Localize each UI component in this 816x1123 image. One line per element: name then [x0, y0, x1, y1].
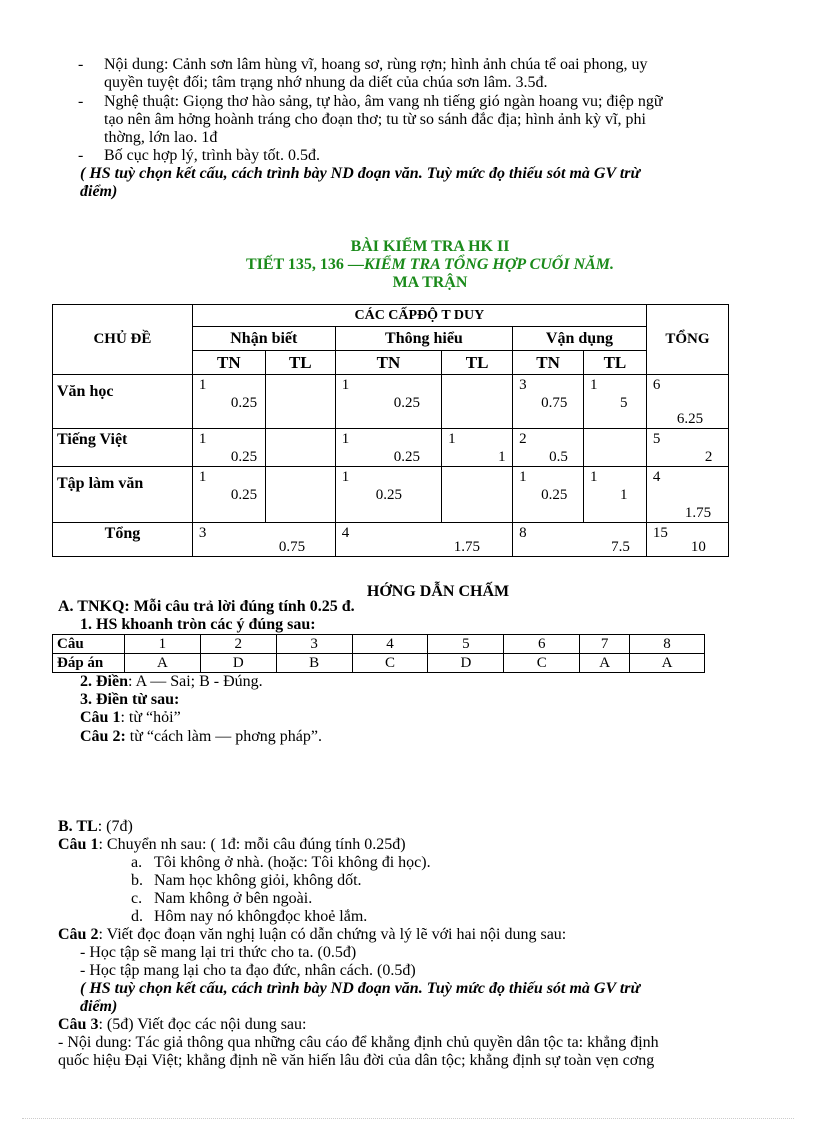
matrix-row [53, 467, 729, 523]
answer-value: C [504, 654, 580, 673]
answer-value: A [124, 654, 200, 673]
cell-count: 8 [519, 525, 527, 541]
matrix-table [52, 304, 729, 557]
matrix-cell [584, 467, 647, 523]
cau2-line [80, 728, 322, 746]
cell-count: 3 [198, 525, 207, 541]
section-b-label: B. TL [58, 818, 98, 835]
answer-table [52, 634, 705, 673]
cell-score: 0.25 [375, 487, 402, 503]
matrix-sub: TN [192, 351, 265, 375]
matrix-sub: TL [265, 351, 335, 375]
b2-item: - Học tập mang lại cho ta đạo đức, nhân cách. (0.5đ) [80, 962, 416, 979]
matrix-row [53, 429, 729, 467]
cell-score: 6.25 [676, 411, 704, 427]
cell-score: 1 [498, 449, 506, 465]
matrix-cell [513, 523, 647, 557]
exam-subtitle [0, 256, 816, 274]
exam-title: BÀI KIỂM TRA HK II [350, 238, 510, 255]
matrix-col-chude: CHỦ ĐỀ [53, 305, 193, 375]
cell-count: 1 [198, 377, 207, 393]
b3-content: - Nội dung: Tác giả thông qua những câu cáo để khẳng định chủ quyền dân tộc ta: khẳng định [58, 1034, 659, 1051]
cell-score: 0.75 [278, 539, 306, 555]
matrix-col-group: CÁC CẤPĐỘ T DUY [192, 305, 646, 327]
answer-value: A [630, 654, 705, 673]
matrix-title: MA TRẬN [392, 274, 468, 291]
note-line: điểm) [80, 998, 118, 1015]
matrix-total-row [53, 523, 729, 557]
b2-line [58, 926, 566, 944]
b1-text: : Chuyển nh sau: ( 1đ: mỗi câu đúng tính 0.25đ) [98, 836, 406, 853]
a2-label: 2. Điền [80, 673, 128, 690]
list-key: d. [131, 908, 143, 925]
matrix-group: Nhận biết [192, 327, 335, 351]
bullet-text: Bố cục hợp lý, trình bày tốt. 0.5đ. [104, 147, 320, 164]
bullet-text: quyền tuyệt đối; tâm trạng nhớ nhung da diết của chúa sơn lâm. 3.5đ. [104, 74, 548, 91]
cau2-text: từ “cách làm — phơng pháp”. [125, 728, 322, 745]
cau1-text: : từ “hỏi” [120, 709, 181, 726]
matrix-cell [646, 467, 728, 523]
matrix-cell [513, 429, 584, 467]
matrix-cell [192, 375, 265, 429]
matrix-cell [265, 375, 335, 429]
cell-count: 1 [198, 469, 207, 485]
cell-score: 1.75 [684, 505, 712, 521]
b2-text: : Viết đọc đoạn văn nghị luận có dẫn chứng và lý lẽ với hai nội dung sau: [98, 926, 567, 943]
matrix-row-name: Tập làm văn [53, 467, 193, 523]
cell-count: 1 [590, 469, 598, 485]
answer-num: 2 [200, 635, 276, 654]
b2-item: - Học tập sẽ mang lại tri thức cho ta. (0.5đ) [80, 944, 357, 961]
bullet-text: Nghệ thuật: Giọng thơ hào sảng, tự hào, âm vang nh tiếng gió ngàn hoang vu; điệp ngữ [104, 93, 663, 110]
b3-label: Câu 3 [58, 1016, 99, 1033]
list-item: Nam học không giỏi, không dốt. [154, 872, 362, 889]
bullet-dash: - [78, 93, 84, 110]
cell-count: 1 [341, 431, 350, 447]
answer-num: 3 [276, 635, 352, 654]
matrix-cell [265, 429, 335, 467]
matrix-cell [335, 429, 441, 467]
cell-count: 1 [198, 431, 207, 447]
b3-text: : (5đ) Viết đọc các nội dung sau: [98, 1016, 307, 1033]
matrix-cell [584, 429, 647, 467]
answer-value: D [200, 654, 276, 673]
matrix-cell [646, 375, 728, 429]
cell-score: 2 [704, 449, 713, 465]
cell-count: 1 [448, 431, 456, 447]
a2-line [80, 673, 263, 691]
cell-score: 0.75 [541, 395, 568, 411]
list-key: b. [131, 872, 143, 889]
guide-title: HỚNG DẪN CHẤM [366, 583, 510, 600]
bullet-dash: - [78, 147, 84, 164]
matrix-total-name: Tổng [53, 523, 193, 557]
matrix-group: Thông hiểu [335, 327, 512, 351]
cell-count: 1 [341, 469, 350, 485]
matrix-cell [192, 523, 335, 557]
section-a-title: A. TNKQ: Mỗi câu trả lời đúng tính 0.25 đ. [58, 598, 355, 615]
bullet-dash: - [78, 56, 84, 73]
a2-text: : A — Sai; B - Đúng. [128, 673, 263, 690]
note-line: ( HS tuỳ chọn kết cấu, cách trình bày ND đoạn văn. Tuỳ mức đọ thiếu sót mà GV trừ [80, 980, 641, 997]
cell-count: 1 [519, 469, 527, 485]
matrix-sub: TN [513, 351, 584, 375]
cell-score: 0.25 [393, 395, 420, 411]
exam-subtitle-a: TIẾT 135, 136 — [245, 256, 364, 273]
cau2-label: Câu 2: [80, 728, 126, 745]
a1-title: 1. HS khoanh tròn các ý đúng sau: [80, 616, 316, 633]
matrix-cell [513, 467, 584, 523]
cell-score: 0.25 [541, 487, 568, 503]
matrix-cell [442, 375, 513, 429]
matrix-cell [584, 375, 647, 429]
list-item: Nam không ở bên ngoài. [154, 890, 313, 907]
matrix-row-name: Văn học [53, 375, 193, 429]
answer-num: 5 [428, 635, 504, 654]
matrix-group: Vận dụng [513, 327, 647, 351]
matrix-cell [513, 375, 584, 429]
matrix-cell [646, 429, 728, 467]
answer-num: 4 [352, 635, 428, 654]
exam-subtitle-b: KIỂM TRA TỔNG HỢP CUỐI NĂM. [363, 256, 615, 273]
matrix-cell [442, 467, 513, 523]
cell-score: 0.25 [230, 449, 258, 465]
answer-num: 1 [124, 635, 200, 654]
a3-title: 3. Điền từ sau: [80, 691, 180, 708]
cell-score: 7.5 [611, 539, 630, 555]
note-line: ( HS tuỳ chọn kết cấu, cách trình bày ND đoạn văn. Tuỳ mức đọ thiếu sót mà GV trừ [80, 165, 641, 182]
b2-label: Câu 2 [58, 926, 99, 943]
list-key: a. [131, 854, 143, 871]
cau1-label: Câu 1 [80, 709, 121, 726]
cell-count: 1 [590, 377, 598, 393]
matrix-cell [192, 467, 265, 523]
cell-score: 5 [620, 395, 628, 411]
answer-value: D [428, 654, 504, 673]
matrix-col-tong: TỔNG [646, 305, 728, 375]
b1-label: Câu 1 [58, 836, 99, 853]
section-b-text: : (7đ) [97, 818, 133, 835]
matrix-cell [646, 523, 728, 557]
cell-count: 15 [652, 525, 668, 541]
note-line: điểm) [80, 183, 118, 200]
cell-count: 1 [341, 377, 350, 393]
matrix-cell [265, 467, 335, 523]
list-item: Tôi không ở nhà. (hoặc: Tôi không đi học). [154, 854, 431, 871]
cell-score: 0.25 [230, 487, 258, 503]
cell-score: 10 [690, 539, 706, 555]
answer-header-cau: Câu [53, 635, 125, 654]
list-item: Hôm nay nó khôngđọc khoẻ lắm. [154, 908, 368, 925]
cell-count: 2 [519, 431, 527, 447]
cell-score: 1 [620, 487, 628, 503]
list-key: c. [131, 890, 143, 907]
matrix-cell [335, 375, 441, 429]
cell-score: 0.25 [230, 395, 258, 411]
cell-count: 6 [652, 377, 661, 393]
cell-count: 3 [519, 377, 527, 393]
matrix-sub: TL [584, 351, 647, 375]
cell-count: 4 [341, 525, 350, 541]
b3-line [58, 1016, 306, 1034]
cell-score: 1.75 [453, 539, 480, 555]
answer-value: A [580, 654, 630, 673]
b3-content: quốc hiệu Đại Việt; khẳng định nề văn hiến lâu đời của dân tộc; khẳng định sự toàn vẹn cơng [58, 1052, 655, 1069]
page-bottom-rule [22, 1118, 794, 1119]
matrix-cell [335, 523, 512, 557]
answer-num: 6 [504, 635, 580, 654]
answer-header-dapan: Đáp án [53, 654, 125, 673]
matrix-cell [335, 467, 441, 523]
cell-score: 0.5 [549, 449, 568, 465]
matrix-sub: TL [442, 351, 513, 375]
answer-num: 7 [580, 635, 630, 654]
bullet-text: Nội dung: Cảnh sơn lâm hùng vĩ, hoang sơ, rùng rợn; hình ảnh chúa tể oai phong, uy [104, 56, 648, 73]
bullet-text: tạo nên âm hởng hoành tráng cho đoạn thơ; tu từ so sánh đắc địa; hình ảnh kỳ vĩ, phi [104, 111, 646, 128]
cau1-line [80, 709, 181, 727]
cell-count: 4 [652, 469, 661, 485]
b1-line [58, 836, 406, 854]
answer-value: C [352, 654, 428, 673]
matrix-sub: TN [335, 351, 441, 375]
cell-count: 5 [652, 431, 661, 447]
section-b-line [58, 818, 133, 836]
cell-score: 0.25 [393, 449, 420, 465]
bullet-text: thờng, lớn lao. 1đ [104, 129, 218, 146]
answer-value: B [276, 654, 352, 673]
answer-num: 8 [630, 635, 705, 654]
matrix-cell [192, 429, 265, 467]
matrix-row-name: Tiếng Việt [53, 429, 193, 467]
matrix-cell [442, 429, 513, 467]
matrix-row [53, 375, 729, 429]
